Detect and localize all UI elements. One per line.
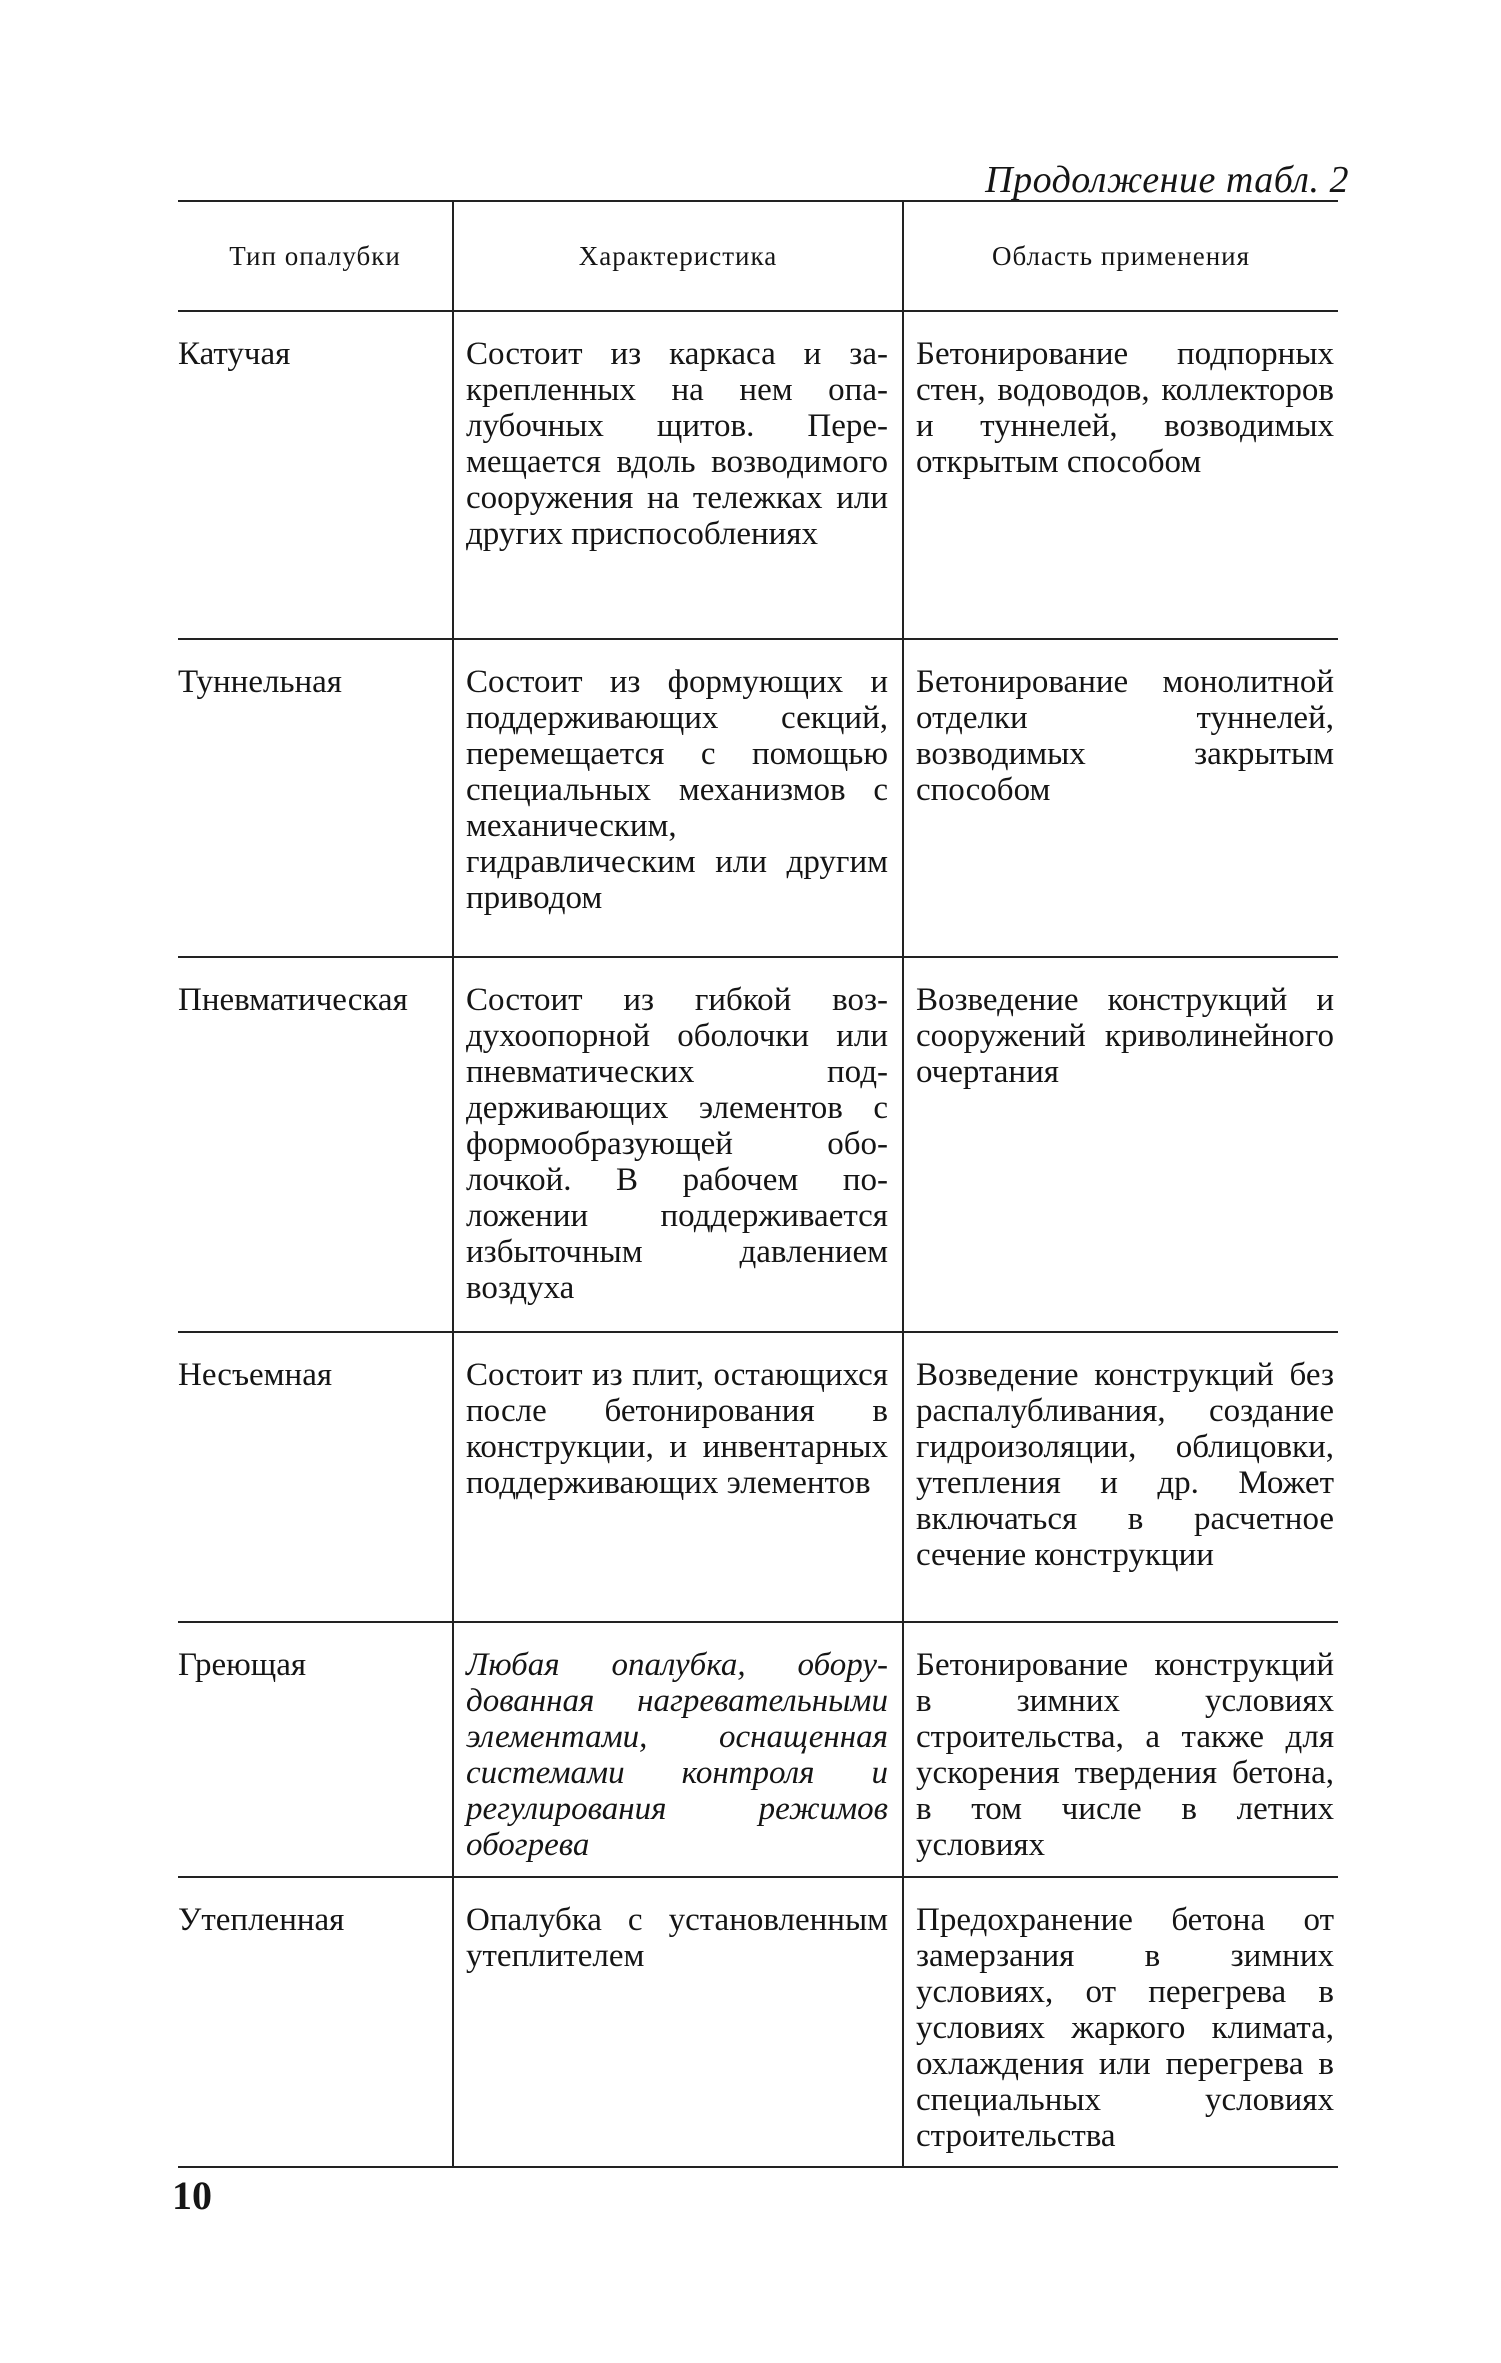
application-cell: Бетонирование конструкций в зимних условиях строительства, а также для ускорения твердения бетона, в том числе в летних условиях <box>903 1622 1338 1877</box>
formwork-table-container <box>178 200 1338 2168</box>
page-number: 10 <box>172 2173 212 2218</box>
header-type: Тип опалубки <box>178 201 453 311</box>
characteristic-cell: Состоит из формующих и поддерживающих секций, перемещается с помощью специальных механизмов с механическим, гидравлическим или другим приводом <box>453 639 903 957</box>
characteristic-cell: Состоит из гибкой воздухоопорной оболочки или пневматических поддерживающих элементов с формообразующей оболочкой. В рабочем положении поддерживается избыточным давлением воздуха <box>453 957 903 1332</box>
table-body <box>178 311 1338 2167</box>
characteristic-cell: Любая опалубка, оборудованная нагревательными элементами, оснащенная системами контроля и регулирования режимов обогрева <box>453 1622 903 1877</box>
type-cell: Несъемная <box>178 1332 453 1622</box>
table-row <box>178 1877 1338 2167</box>
application-cell: Предохранение бетона от замерзания в зимних условиях, от перегрева в условиях жаркого климата, охлаждения или перегрева в специальных условиях строительства <box>903 1877 1338 2167</box>
table-row <box>178 311 1338 639</box>
table-row <box>178 1332 1338 1622</box>
header-characteristic: Характеристика <box>453 201 903 311</box>
table-header <box>178 201 1338 311</box>
header-row <box>178 201 1338 311</box>
table-continuation-caption: Продолжение табл. 2 <box>985 159 1349 201</box>
header-application: Область применения <box>903 201 1338 311</box>
formwork-types-table <box>178 200 1338 2168</box>
application-cell: Бетонирование монолитной отделки туннелей, возводимых закрытым способом <box>903 639 1338 957</box>
type-cell: Туннельная <box>178 639 453 957</box>
characteristic-cell: Состоит из плит, остающихся после бетонирования в конструкции, и инвентарных поддерживающих элементов <box>453 1332 903 1622</box>
application-cell: Возведение конструкций и сооружений криволинейного очертания <box>903 957 1338 1332</box>
application-cell: Возведение конструкций без распалубливания, создание гидроизоляции, облицовки, утепления и др. Может включаться в расчетное сечение конструкции <box>903 1332 1338 1622</box>
table-row <box>178 639 1338 957</box>
characteristic-cell: Опалубка с установленным утеплителем <box>453 1877 903 2167</box>
characteristic-cell: Состоит из каркаса и закрепленных на нем опалубочных щитов. Перемещается вдоль возводимого сооружения на тележках или других приспособлениях <box>453 311 903 639</box>
type-cell: Пневматическая <box>178 957 453 1332</box>
type-cell: Греющая <box>178 1622 453 1877</box>
type-cell: Катучая <box>178 311 453 639</box>
table-row <box>178 957 1338 1332</box>
application-cell: Бетонирование подпорных стен, водоводов, коллекторов и туннелей, возводимых открытым способом <box>903 311 1338 639</box>
table-row <box>178 1622 1338 1877</box>
type-cell: Утепленная <box>178 1877 453 2167</box>
